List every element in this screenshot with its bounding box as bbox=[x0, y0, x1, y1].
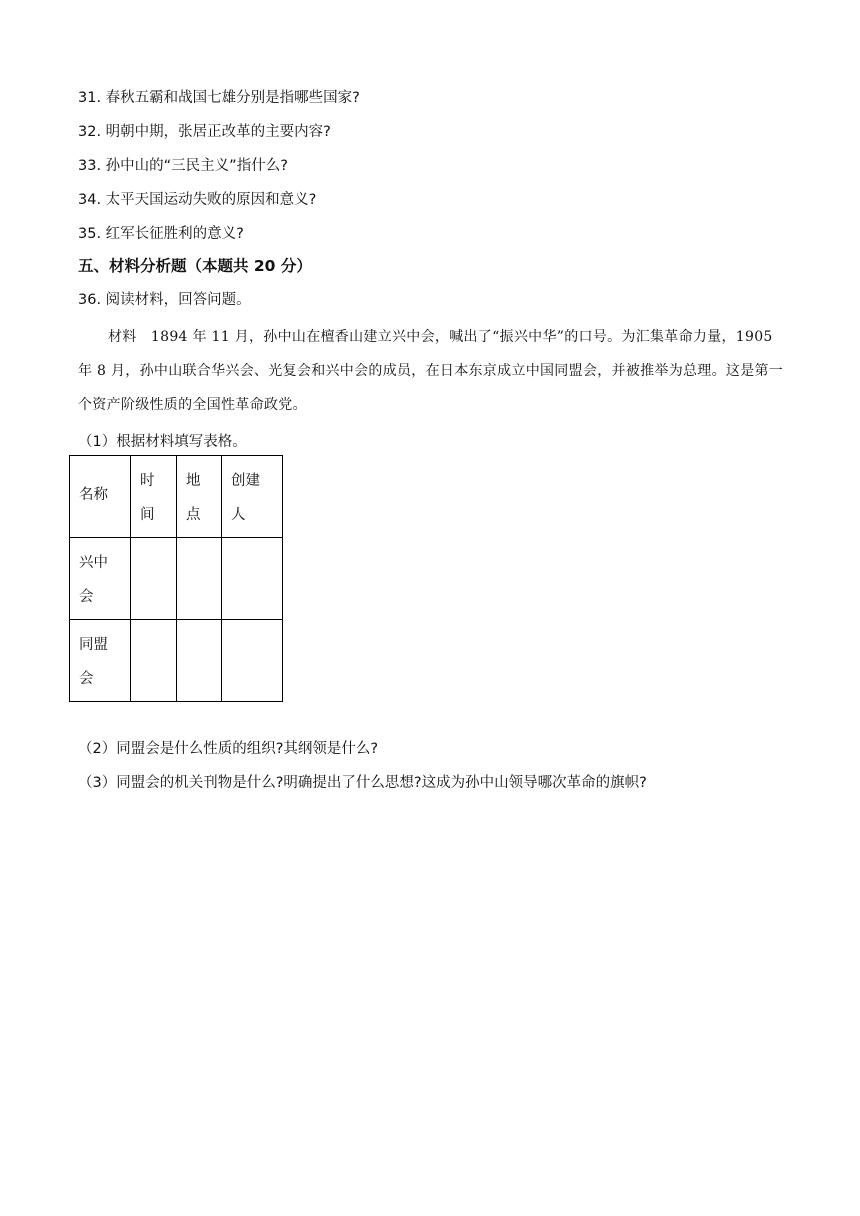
material-paragraph: 材料 1894 年 11 月，孙中山在檀香山建立兴中会，喊出了“振兴中华”的口号。为汇集革命力量，1905 年 8 月，孙中山联合华兴会、光复会和兴中会的成员，在日本东京成立中国同盟会，并被推举为总理。这是第一个资产阶级性质的全国性革命政党。 bbox=[78, 329, 784, 413]
sub-question-3: （3）同盟会的机关刊物是什么?明确提出了什么思想?这成为孙中山领导哪次革命的旗帜? bbox=[78, 775, 647, 791]
question-34: 34. 太平天国运动失败的原因和意义? bbox=[78, 192, 317, 208]
table-header-place: 地点 bbox=[177, 456, 222, 538]
table-row bbox=[70, 538, 283, 620]
table-cell-blank[interactable] bbox=[222, 620, 283, 702]
table-cell-org: 兴中会 bbox=[70, 538, 131, 620]
question-32: 32. 明朝中期，张居正改革的主要内容? bbox=[78, 124, 331, 140]
question-31: 31. 春秋五霸和战国七雄分别是指哪些国家? bbox=[78, 90, 360, 106]
table-header-row bbox=[70, 456, 283, 538]
question-36-prompt: 36. 阅读材料，回答问题。 bbox=[78, 292, 251, 308]
table-cell-blank[interactable] bbox=[222, 538, 283, 620]
table-header-time: 时间 bbox=[131, 456, 177, 538]
fill-in-table bbox=[69, 455, 283, 702]
question-35: 35. 红军长征胜利的意义? bbox=[78, 226, 244, 242]
sub-question-2: （2）同盟会是什么性质的组织?其纲领是什么? bbox=[78, 741, 379, 757]
table-cell-blank[interactable] bbox=[177, 538, 222, 620]
section-heading: 五、材料分析题（本题共 20 分） bbox=[78, 257, 312, 275]
table-row bbox=[70, 620, 283, 702]
sub-question-1: （1）根据材料填写表格。 bbox=[78, 434, 247, 450]
question-33: 33. 孙中山的“三民主义”指什么? bbox=[78, 158, 288, 174]
table-header-founder: 创建人 bbox=[222, 456, 283, 538]
table-cell-blank[interactable] bbox=[177, 620, 222, 702]
table-cell-blank[interactable] bbox=[131, 620, 177, 702]
table-header-name: 名称 bbox=[70, 456, 131, 538]
table-cell-blank[interactable] bbox=[131, 538, 177, 620]
table-cell-org: 同盟会 bbox=[70, 620, 131, 702]
